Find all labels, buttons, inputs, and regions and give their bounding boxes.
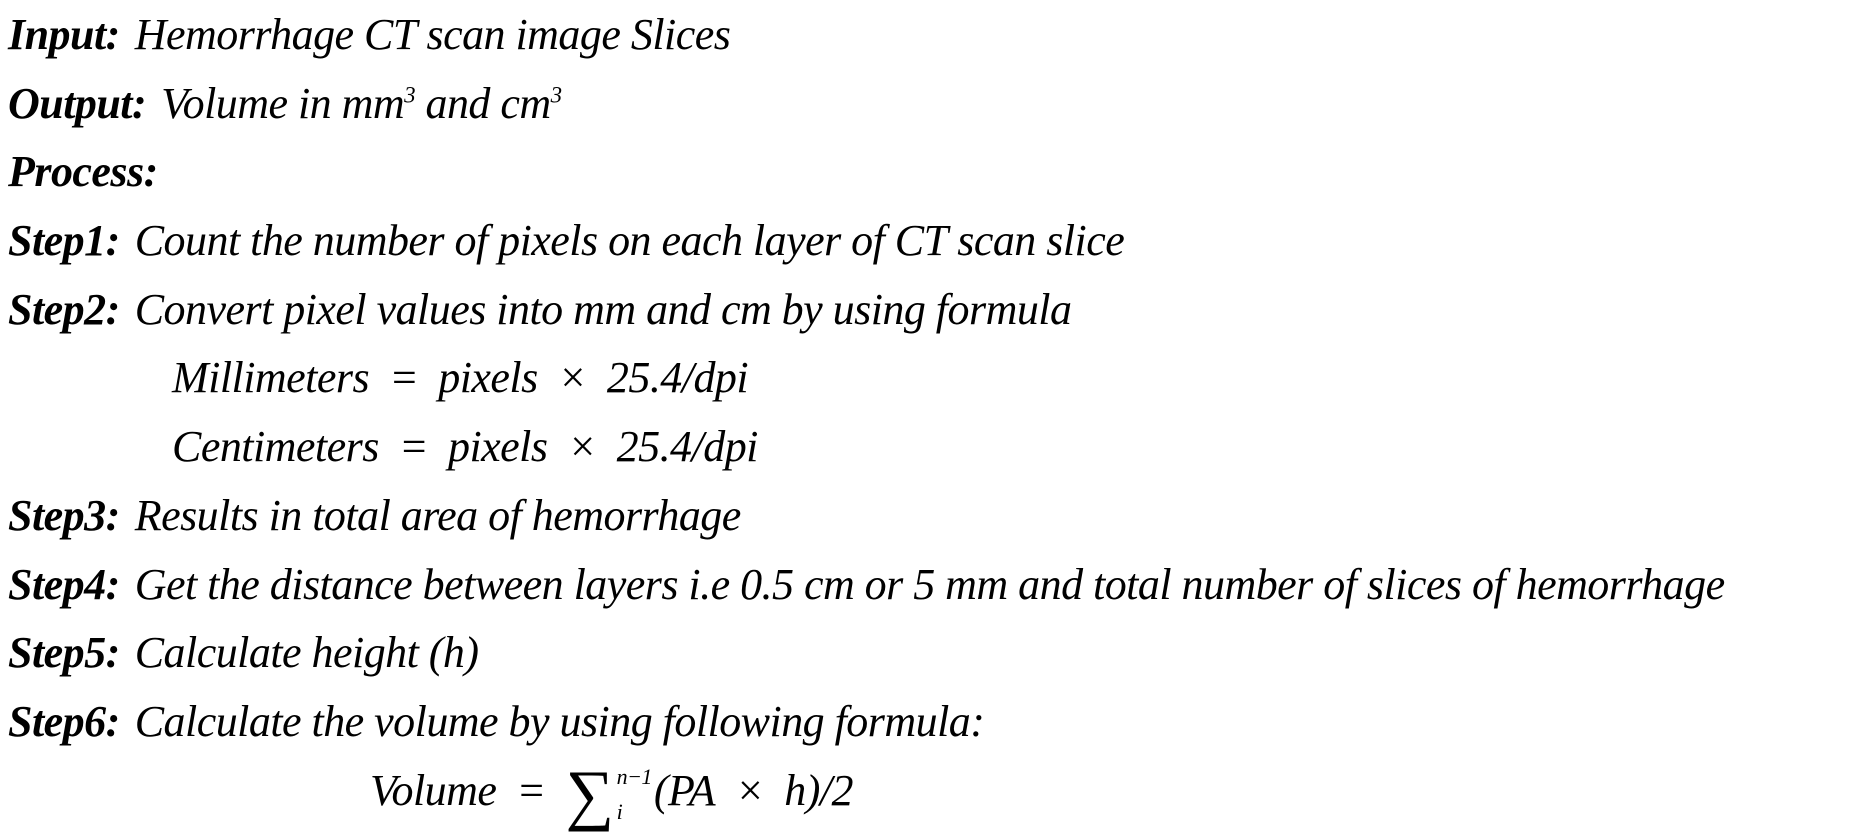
step3-line <box>8 482 1871 551</box>
output-text-pre: Volume in mm <box>161 78 405 128</box>
process-label: Process: <box>8 147 158 197</box>
step6-line <box>8 688 1871 757</box>
step1-text: Count the number of pixels on each layer of CT scan slice <box>134 216 1125 266</box>
millimeters-formula-line <box>172 344 1871 413</box>
input-label: Input: <box>8 10 120 59</box>
step3-label: Step3: <box>8 490 120 540</box>
process-line <box>8 138 1871 207</box>
equals-sign: = <box>398 422 428 472</box>
centimeters-arg1: pixels <box>448 422 548 472</box>
centimeters-arg2: 25.4/dpi <box>616 422 758 472</box>
equals-sign: = <box>516 765 546 815</box>
step5-text: Calculate height (h) <box>134 628 479 678</box>
input-line <box>8 1 1871 70</box>
step4-label: Step4: <box>8 559 120 609</box>
volume-formula-line <box>370 755 1871 832</box>
step1-label: Step1: <box>8 216 120 266</box>
multiply-sign: × <box>557 353 587 403</box>
multiply-sign: × <box>735 765 765 815</box>
step3-text: Results in total area of hemorrhage <box>134 490 741 540</box>
millimeters-arg2: 25.4/dpi <box>606 353 749 403</box>
equals-sign: = <box>389 353 419 403</box>
volume-body-open: (PA <box>653 765 716 815</box>
step6-text: Calculate the volume by using following formula: <box>134 696 985 746</box>
volume-body-close: h)/2 <box>784 765 853 815</box>
cm-cubed-superscript: 3 <box>550 82 562 108</box>
output-line <box>8 70 1871 139</box>
output-text <box>161 79 561 128</box>
step5-line <box>8 619 1871 688</box>
step6-label: Step6: <box>8 696 120 746</box>
step2-text: Convert pixel values into mm and cm by using formula <box>134 284 1072 334</box>
output-text-mid: and cm <box>415 78 551 128</box>
millimeters-lhs: Millimeters <box>172 353 370 403</box>
step2-line <box>8 276 1871 345</box>
step4-text: Get the distance between layers i.e 0.5 cm or 5 mm and total number of slices of hemorrhage <box>134 559 1725 609</box>
step2-label: Step2: <box>8 284 120 334</box>
sigma-limits <box>616 763 652 825</box>
mm-cubed-superscript: 3 <box>404 82 416 108</box>
output-label: Output: <box>8 78 147 128</box>
step1-line <box>8 207 1871 276</box>
millimeters-arg1: pixels <box>438 353 538 403</box>
step4-line <box>8 551 1871 620</box>
sigma-symbol: ∑ <box>565 755 614 832</box>
centimeters-formula-line <box>172 413 1871 482</box>
volume-lhs: Volume <box>370 765 497 815</box>
step5-label: Step5: <box>8 628 120 678</box>
sigma-lower-limit: i <box>616 799 623 825</box>
multiply-sign: × <box>567 422 597 472</box>
summation-notation <box>565 755 654 832</box>
sigma-upper-limit: n−1 <box>616 763 652 789</box>
input-text: Hemorrhage CT scan image Slices <box>134 10 731 59</box>
centimeters-lhs: Centimeters <box>172 422 379 472</box>
